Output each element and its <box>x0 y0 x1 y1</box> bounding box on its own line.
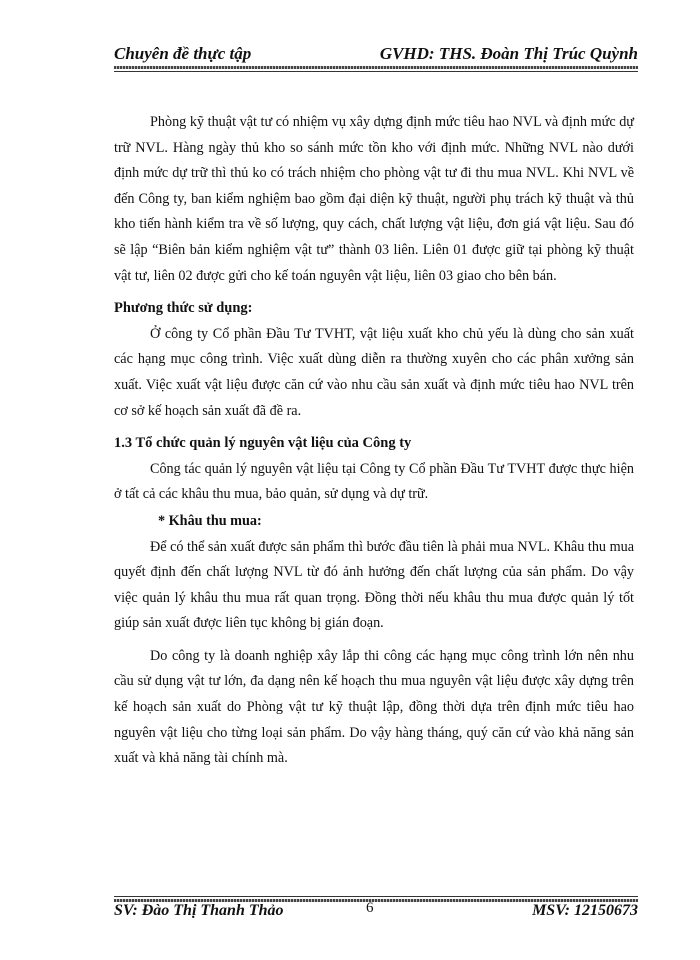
page-footer <box>114 902 638 924</box>
paragraph-purchase-plan: Do công ty là doanh nghiệp xây lắp thi công các hạng mục công trình lớn nên nhu cầu sử dụng vật tư lớn, đa dạng nên kế hoạch thu mua nguyên vật liệu được xây dựng trên kế hoạch sản xuất do Phòng vật tư kỹ thuật lập, đồng thời dựa trên định mức tiêu hao nguyên vật liệu cho từng loại sản phẩm. Do vậy hàng tháng, quý căn cứ vào khả năng sản xuất và khả năng tài chính mà. <box>114 647 634 767</box>
paragraph-management: Công tác quản lý nguyên vật liệu tại Công ty Cổ phần Đầu Tư TVHT được thực hiện ở tất cả các khâu thu mua, bảo quản, sử dụng và dự trữ. <box>114 460 634 503</box>
page-number: 6 <box>366 900 374 916</box>
document-body <box>114 110 634 772</box>
heading-usage-method: Phương thức sử dụng: <box>114 300 253 317</box>
bullet-purchasing: * Khâu thu mua: <box>158 512 262 529</box>
header-rule <box>114 66 638 69</box>
header-supervisor: GVHD: THS. Đoàn Thị Trúc Quỳnh <box>379 44 638 63</box>
header-rule-thin <box>114 71 638 72</box>
paragraph-technical-dept: Phòng kỹ thuật vật tư có nhiệm vụ xây dựng định mức tiêu hao NVL và định mức dự trữ NVL. Hàng ngày thủ kho so sánh mức tồn kho với định mức. Những NVL nào dưới định mức dự trữ thì thủ ko có trách nhiệm cho phòng vật tư đi thu mua NVL. Khi NVL về đến Công ty, ban kiểm nghiệm bao gồm đại diện kỹ thuật, người phụ trách kỹ thuật và thủ kho tiến hành kiểm tra về số lượng, quy cách, chất lượng vật liệu, đơn giá vật liệu. Sau đó sẽ lập “Biên bản kiểm nghiệm vật tư” thành 03 liên. Liên 01 được giữ tại phòng kỹ thuật vật tư, liên 02 được gửi cho kế toán nguyên vật liệu, liên 03 giao cho bên bán. <box>114 114 634 284</box>
page-header <box>114 38 638 64</box>
footer-rule-thin <box>114 896 638 897</box>
heading-section-1-3: 1.3 Tổ chức quản lý nguyên vật liệu của Công ty <box>114 435 412 452</box>
footer-student-id: MSV: 12150673 <box>532 902 638 919</box>
footer-student-name: SV: Đào Thị Thanh Thảo <box>114 902 284 919</box>
header-course-title: Chuyên đề thực tập <box>114 44 252 63</box>
paragraph-usage: Ở công ty Cổ phần Đầu Tư TVHT, vật liệu xuất kho chủ yếu là dùng cho sản xuất các hạng mục công trình. Việc xuất dùng diễn ra thường xuyên cho các phân xưởng sản xuất. Việc xuất vật liệu được căn cứ vào nhu cầu sản xuất và định mức tiêu hao NVL trên cơ sở kế hoạch sản xuất đã đề ra. <box>114 325 634 419</box>
paragraph-purchasing: Để có thể sản xuất được sản phẩm thì bước đầu tiên là phải mua NVL. Khâu thu mua quyết định đến chất lượng NVL từ đó ảnh hưởng đến chất lượng của sản phẩm. Do vậy việc quản lý khâu thu mua rất quan trọng. Đồng thời nếu khâu thu mua được quản lý tốt giúp sản xuất được liên tục không bị gián đoạn. <box>114 538 634 632</box>
